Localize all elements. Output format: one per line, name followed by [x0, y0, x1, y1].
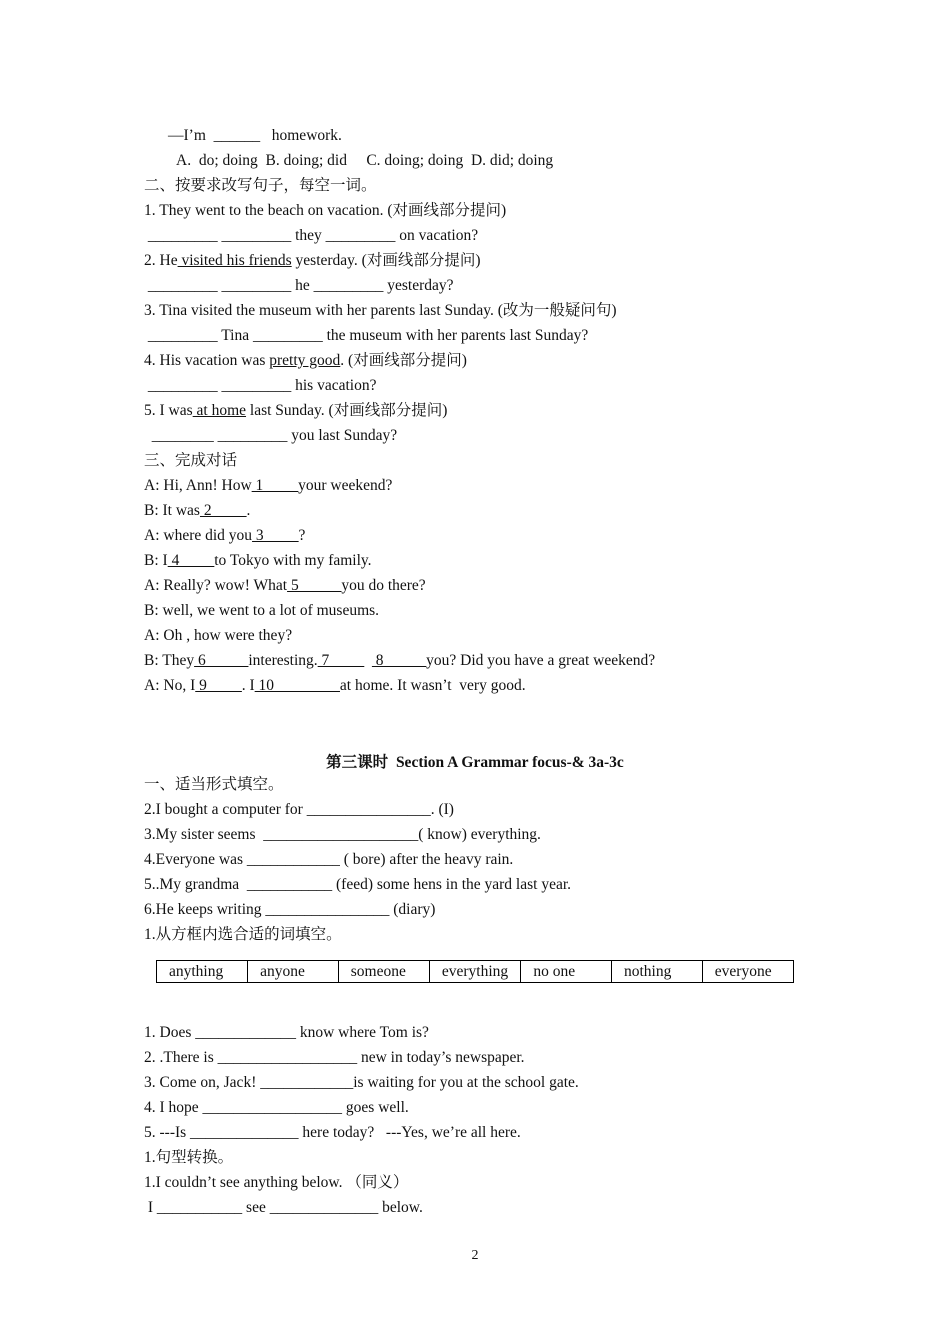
transform-item: I ___________ see ______________ below.: [144, 1199, 423, 1216]
word-box-cell: anything: [157, 961, 248, 983]
fill-item: 3.My sister seems ____________________( know) everything.: [144, 826, 541, 843]
dialogue-line: [144, 676, 526, 696]
page-number: 2: [471, 1248, 479, 1263]
box-item: 1. Does _____________ know where Tom is?: [144, 1024, 429, 1041]
dialogue-text: you? Did you have a great weekend?: [426, 652, 656, 669]
word-box-cell: everything: [429, 961, 521, 983]
dialogue-text: A: No, I: [144, 677, 196, 694]
underlined-phrase: visited his friends: [177, 252, 292, 269]
underlined-phrase: at home: [192, 402, 247, 419]
dialogue-blank: 1 ____: [251, 477, 299, 494]
dialogue-text: ?: [298, 527, 306, 544]
dialogue-blank: 3 ____: [252, 527, 299, 544]
dialogue-text: at home. It wasn’t very good.: [339, 677, 526, 694]
section-heading: 1.句型转换。: [144, 1149, 234, 1166]
section-heading: 二、按要求改写句子，每空一词。: [144, 177, 377, 194]
dialogue-line: [144, 576, 426, 596]
dialogue-line: [144, 476, 392, 496]
question-text: 5. I was: [144, 402, 193, 419]
transform-item: 1.I couldn’t see anything below. （同义）: [144, 1174, 409, 1191]
question-text: . (对画线部分提问): [340, 352, 467, 369]
dialogue-text: B: I: [144, 552, 168, 569]
word-box-cell: anyone: [248, 961, 339, 983]
dialogue-text: B: It was: [144, 502, 200, 519]
fill-item: 2.I bought a computer for ________________. (I): [144, 801, 454, 818]
dialogue-blank: 2 ____: [199, 502, 247, 519]
box-item: 2. .There is __________________ new in today’s newspaper.: [144, 1049, 525, 1066]
underlined-phrase: pretty good: [269, 352, 341, 369]
dialogue-text: to Tokyo with my family.: [214, 552, 372, 569]
dialogue-line: [144, 651, 655, 671]
dialogue-blank: 4 ____: [167, 552, 215, 569]
dialogue-line: [144, 551, 372, 571]
question-text: yesterday. (对画线部分提问): [291, 252, 481, 269]
dialogue-blank: 6 _____: [194, 652, 249, 669]
dialogue-blank: 10 ________: [254, 677, 340, 694]
rewrite-question: [144, 351, 467, 371]
word-box: [156, 960, 794, 983]
dialogue-blank: 5 _____: [287, 577, 342, 594]
dialogue-text: A: where did you: [144, 527, 253, 544]
answer-options: A. do; doing B. doing; did C. doing; doing D. did; doing: [176, 152, 554, 169]
rewrite-blank: _________ _________ his vacation?: [144, 377, 377, 394]
lesson-title-en: Section A Grammar focus-& 3a-3c: [388, 754, 624, 771]
lesson-title-cn: 第三课时: [326, 754, 389, 771]
box-item: 5. ---Is ______________ here today? ---Yes, we’re all here.: [144, 1124, 521, 1141]
dialogue-text: [364, 652, 372, 669]
dialogue-line: B: well, we went to a lot of museums.: [144, 602, 380, 619]
word-box-cell: someone: [338, 961, 429, 983]
section-heading: 1.从方框内选合适的词填空。: [144, 926, 342, 943]
dialogue-line: A: Oh , how were they?: [144, 627, 293, 644]
word-box-cell: everyone: [702, 961, 793, 983]
rewrite-question: [144, 251, 481, 271]
box-item: 4. I hope __________________ goes well.: [144, 1099, 409, 1116]
dialogue-text: interesting.: [248, 652, 318, 669]
rewrite-blank: _________ _________ he _________ yesterday?: [144, 277, 454, 294]
dialogue-text: .: [246, 502, 251, 519]
fill-item: 6.He keeps writing ________________ (diary): [144, 901, 436, 918]
dialogue-line: [144, 501, 250, 521]
box-item: 3. Come on, Jack! ____________is waiting for you at the school gate.: [144, 1074, 579, 1091]
word-box-cell: nothing: [611, 961, 702, 983]
dialogue-blank: 8 _____: [371, 652, 427, 669]
answer-line: —I’m ______ homework.: [168, 127, 342, 144]
lesson-title: [0, 750, 950, 772]
dialogue-line: [144, 526, 305, 546]
fill-item: 5..My grandma ___________ (feed) some hens in the yard last year.: [144, 876, 572, 893]
question-text: last Sunday. (对画线部分提问): [246, 402, 448, 419]
question-text: 4. His vacation was: [144, 352, 270, 369]
rewrite-question: [144, 401, 447, 421]
dialogue-text: your weekend?: [298, 477, 393, 494]
dialogue-text: A: Hi, Ann! How: [144, 477, 252, 494]
section-heading: 一、适当形式填空。: [144, 776, 284, 793]
rewrite-blank: _________ Tina _________ the museum with her parents last Sunday?: [144, 327, 589, 344]
dialogue-text: you do there?: [341, 577, 426, 594]
word-box-cell: no one: [521, 961, 612, 983]
rewrite-question: 3. Tina visited the museum with her parents last Sunday. (改为一般疑问句): [144, 302, 617, 319]
section-heading: 三、完成对话: [144, 452, 238, 469]
dialogue-text: A: Really? wow! What: [144, 577, 288, 594]
rewrite-question: 1. They went to the beach on vacation. (对画线部分提问): [144, 202, 507, 219]
rewrite-blank: ________ _________ you last Sunday?: [144, 427, 398, 444]
dialogue-blank: 7 ____: [317, 652, 365, 669]
dialogue-text: B: They: [144, 652, 195, 669]
dialogue-text: . I: [241, 677, 255, 694]
dialogue-blank: 9 ____: [195, 677, 242, 694]
question-text: 2. He: [144, 252, 178, 269]
rewrite-blank: _________ _________ they _________ on vacation?: [144, 227, 479, 244]
fill-item: 4.Everyone was ____________ ( bore) after the heavy rain.: [144, 851, 514, 868]
